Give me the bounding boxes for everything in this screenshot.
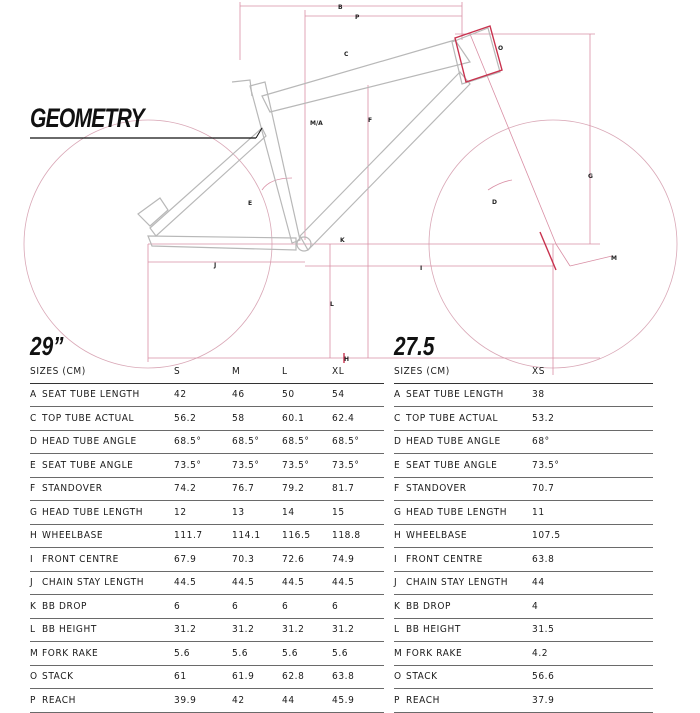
- row-value: 70.3: [232, 548, 282, 572]
- row-letter: K: [30, 595, 42, 619]
- row-letter: H: [394, 524, 406, 548]
- dim-label-ma: M/A: [310, 120, 323, 127]
- sizes-header: SIZES (CM): [30, 360, 174, 383]
- row-value: 68.5°: [332, 430, 384, 454]
- geometry-table-275: [394, 360, 653, 713]
- row-value: 44.5: [174, 571, 232, 595]
- row-value: 70.7: [532, 477, 653, 501]
- row-measurement-name: SEAT TUBE ANGLE: [42, 454, 174, 478]
- dim-label-h: H: [344, 356, 350, 363]
- row-value: 56.2: [174, 407, 232, 431]
- table-row: [394, 430, 653, 454]
- row-value: 14: [282, 501, 332, 525]
- row-measurement-name: BB DROP: [42, 595, 174, 619]
- table-row: [394, 571, 653, 595]
- dim-label-j: J: [214, 262, 217, 269]
- dim-label-d: D: [492, 199, 497, 206]
- table-row: [30, 618, 384, 642]
- row-value: 53.2: [532, 407, 653, 431]
- row-value: 6: [174, 595, 232, 619]
- table-row: [394, 383, 653, 407]
- row-value: 60.1: [282, 407, 332, 431]
- row-value: 63.8: [532, 548, 653, 572]
- row-measurement-name: REACH: [42, 689, 174, 713]
- row-measurement-name: FORK RAKE: [42, 642, 174, 666]
- row-letter: A: [394, 383, 406, 407]
- row-letter: G: [30, 501, 42, 525]
- row-value: 5.6: [282, 642, 332, 666]
- row-measurement-name: STACK: [42, 665, 174, 689]
- row-measurement-name: STANDOVER: [406, 477, 532, 501]
- row-value: 46: [232, 383, 282, 407]
- row-value: 42: [174, 383, 232, 407]
- table-row: [30, 501, 384, 525]
- row-value: 45.9: [332, 689, 384, 713]
- table-275-title: 27.5: [394, 331, 435, 361]
- row-value: 68.5°: [174, 430, 232, 454]
- table-row: [394, 524, 653, 548]
- dimension-lines: [148, 2, 612, 375]
- row-measurement-name: WHEELBASE: [406, 524, 532, 548]
- row-measurement-name: HEAD TUBE LENGTH: [406, 501, 532, 525]
- table-row: [394, 454, 653, 478]
- row-value: 12: [174, 501, 232, 525]
- row-value: 74.9: [332, 548, 384, 572]
- row-value: 5.6: [174, 642, 232, 666]
- row-letter: I: [394, 548, 406, 572]
- row-value: 5.6: [332, 642, 384, 666]
- bike-frame: [138, 28, 500, 251]
- row-value: 13: [232, 501, 282, 525]
- row-measurement-name: STANDOVER: [42, 477, 174, 501]
- table-row: [30, 665, 384, 689]
- row-value: 6: [282, 595, 332, 619]
- dim-label-l: L: [330, 301, 334, 308]
- dim-label-c: C: [344, 51, 349, 58]
- row-letter: D: [30, 430, 42, 454]
- table-row: [30, 477, 384, 501]
- table-row: [30, 454, 384, 478]
- row-letter: K: [394, 595, 406, 619]
- dim-label-e: E: [248, 200, 253, 207]
- row-value: 72.6: [282, 548, 332, 572]
- row-value: 114.1: [232, 524, 282, 548]
- row-value: 31.5: [532, 618, 653, 642]
- dim-label-f: F: [368, 117, 373, 124]
- row-value: 42: [232, 689, 282, 713]
- row-letter: H: [30, 524, 42, 548]
- row-measurement-name: BB DROP: [406, 595, 532, 619]
- row-measurement-name: TOP TUBE ACTUAL: [42, 407, 174, 431]
- row-value: 68.5°: [232, 430, 282, 454]
- row-measurement-name: SEAT TUBE LENGTH: [42, 383, 174, 407]
- size-column-header: XL: [332, 360, 384, 383]
- table-row: [30, 407, 384, 431]
- geometry-heading: GEOMETRY: [30, 103, 144, 133]
- row-value: 61: [174, 665, 232, 689]
- row-letter: M: [30, 642, 42, 666]
- row-letter: L: [394, 618, 406, 642]
- row-letter: P: [394, 689, 406, 713]
- row-letter: I: [30, 548, 42, 572]
- row-value: 73.5°: [174, 454, 232, 478]
- row-letter: F: [30, 477, 42, 501]
- dim-label-b: B: [338, 4, 343, 11]
- row-measurement-name: WHEELBASE: [42, 524, 174, 548]
- row-measurement-name: HEAD TUBE LENGTH: [42, 501, 174, 525]
- geometry-table-29: [30, 360, 384, 713]
- row-value: 76.7: [232, 477, 282, 501]
- row-value: 44: [532, 571, 653, 595]
- row-value: 63.8: [332, 665, 384, 689]
- row-measurement-name: BB HEIGHT: [42, 618, 174, 642]
- row-value: 44.5: [282, 571, 332, 595]
- row-value: 81.7: [332, 477, 384, 501]
- row-measurement-name: SEAT TUBE ANGLE: [406, 454, 532, 478]
- row-value: 68.5°: [282, 430, 332, 454]
- table-row: [394, 595, 653, 619]
- size-column-header: XS: [532, 360, 653, 383]
- row-value: 73.5°: [332, 454, 384, 478]
- row-letter: J: [30, 571, 42, 595]
- table-row: [30, 548, 384, 572]
- row-value: 6: [332, 595, 384, 619]
- table-29-title: 29”: [30, 331, 64, 361]
- table-row: [394, 618, 653, 642]
- table-header-row: [30, 360, 384, 383]
- row-measurement-name: FORK RAKE: [406, 642, 532, 666]
- row-measurement-name: CHAIN STAY LENGTH: [406, 571, 532, 595]
- row-value: 107.5: [532, 524, 653, 548]
- row-value: 111.7: [174, 524, 232, 548]
- table-row: [394, 477, 653, 501]
- row-measurement-name: HEAD TUBE ANGLE: [406, 430, 532, 454]
- table-row: [30, 430, 384, 454]
- table-row: [30, 571, 384, 595]
- row-value: 73.5°: [282, 454, 332, 478]
- row-letter: E: [30, 454, 42, 478]
- row-value: 118.8: [332, 524, 384, 548]
- row-value: 44: [282, 689, 332, 713]
- dim-label-g: G: [588, 173, 593, 180]
- table-row: [394, 689, 653, 713]
- dim-label-i: I: [420, 265, 423, 272]
- row-value: 62.8: [282, 665, 332, 689]
- row-value: 50: [282, 383, 332, 407]
- table-row: [394, 642, 653, 666]
- row-letter: J: [394, 571, 406, 595]
- row-measurement-name: FRONT CENTRE: [406, 548, 532, 572]
- row-letter: P: [30, 689, 42, 713]
- row-letter: F: [394, 477, 406, 501]
- row-value: 73.5°: [532, 454, 653, 478]
- row-value: 31.2: [232, 618, 282, 642]
- dim-label-m: M: [611, 255, 617, 262]
- row-measurement-name: CHAIN STAY LENGTH: [42, 571, 174, 595]
- row-value: 37.9: [532, 689, 653, 713]
- row-measurement-name: SEAT TUBE LENGTH: [406, 383, 532, 407]
- table-header-row: [394, 360, 653, 383]
- row-value: 74.2: [174, 477, 232, 501]
- row-value: 61.9: [232, 665, 282, 689]
- row-measurement-name: TOP TUBE ACTUAL: [406, 407, 532, 431]
- size-column-header: M: [232, 360, 282, 383]
- row-measurement-name: BB HEIGHT: [406, 618, 532, 642]
- table-row: [30, 383, 384, 407]
- row-letter: E: [394, 454, 406, 478]
- table-row: [30, 595, 384, 619]
- row-value: 38: [532, 383, 653, 407]
- row-value: 31.2: [282, 618, 332, 642]
- sizes-header: SIZES (CM): [394, 360, 532, 383]
- row-value: 116.5: [282, 524, 332, 548]
- row-letter: C: [394, 407, 406, 431]
- row-value: 54: [332, 383, 384, 407]
- row-letter: O: [394, 665, 406, 689]
- row-value: 67.9: [174, 548, 232, 572]
- row-value: 62.4: [332, 407, 384, 431]
- size-column-header: L: [282, 360, 332, 383]
- row-value: 4: [532, 595, 653, 619]
- row-value: 31.2: [332, 618, 384, 642]
- row-letter: L: [30, 618, 42, 642]
- size-column-header: S: [174, 360, 232, 383]
- row-value: 11: [532, 501, 653, 525]
- row-value: 31.2: [174, 618, 232, 642]
- row-letter: G: [394, 501, 406, 525]
- row-measurement-name: HEAD TUBE ANGLE: [42, 430, 174, 454]
- row-measurement-name: STACK: [406, 665, 532, 689]
- row-value: 15: [332, 501, 384, 525]
- table-row: [30, 524, 384, 548]
- table-row: [394, 407, 653, 431]
- row-letter: O: [30, 665, 42, 689]
- dim-label-o-top: O: [498, 45, 504, 52]
- row-value: 5.6: [232, 642, 282, 666]
- row-measurement-name: FRONT CENTRE: [42, 548, 174, 572]
- row-value: 4.2: [532, 642, 653, 666]
- table-row: [394, 665, 653, 689]
- row-value: 44.5: [332, 571, 384, 595]
- table-row: [30, 689, 384, 713]
- table-row: [30, 642, 384, 666]
- row-value: 68°: [532, 430, 653, 454]
- row-value: 58: [232, 407, 282, 431]
- row-value: 39.9: [174, 689, 232, 713]
- table-row: [394, 548, 653, 572]
- table-row: [394, 501, 653, 525]
- dim-label-k: K: [340, 237, 345, 244]
- dim-label-p: P: [355, 14, 360, 21]
- row-letter: C: [30, 407, 42, 431]
- row-value: 6: [232, 595, 282, 619]
- row-value: 73.5°: [232, 454, 282, 478]
- row-value: 56.6: [532, 665, 653, 689]
- row-letter: A: [30, 383, 42, 407]
- row-measurement-name: REACH: [406, 689, 532, 713]
- row-value: 79.2: [282, 477, 332, 501]
- row-letter: M: [394, 642, 406, 666]
- row-letter: D: [394, 430, 406, 454]
- row-value: 44.5: [232, 571, 282, 595]
